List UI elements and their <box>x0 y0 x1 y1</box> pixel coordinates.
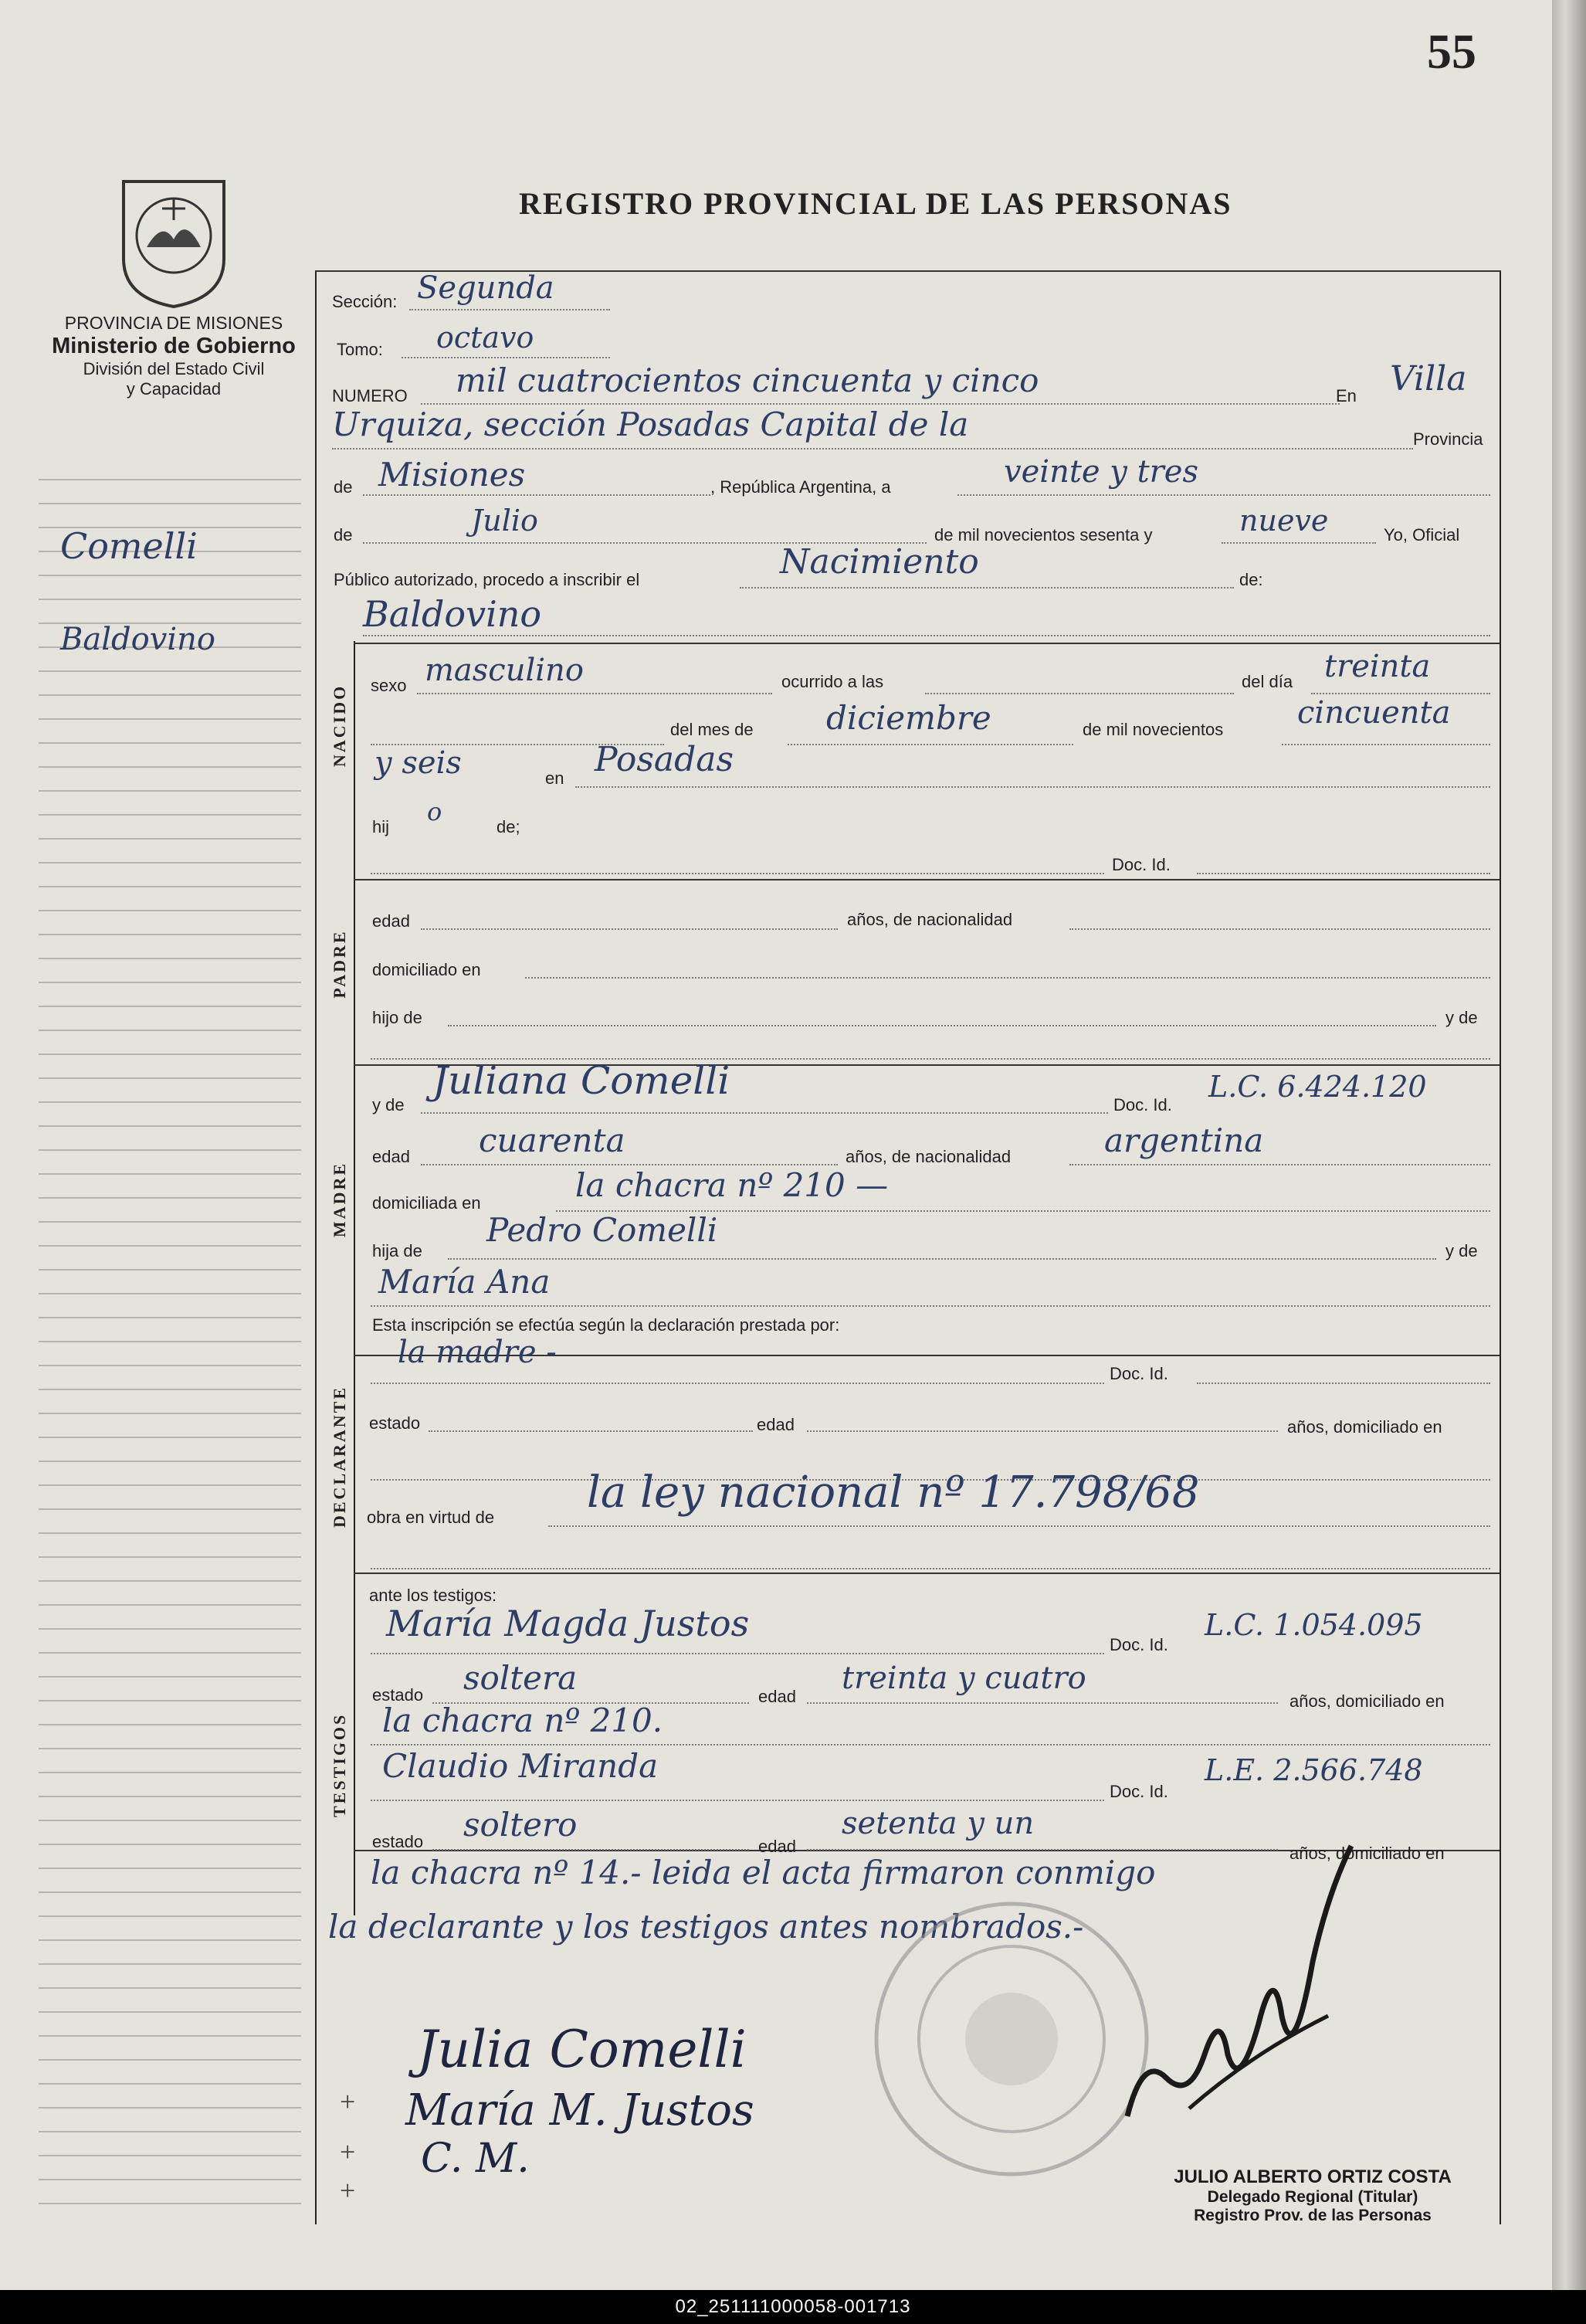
margin-rule-line <box>39 503 301 504</box>
margin-rule-line <box>39 1030 301 1031</box>
margin-rule-line <box>39 886 301 887</box>
line-lugar <box>575 786 1490 788</box>
label-hija-de: hija de <box>372 1241 422 1260</box>
margin-rule-line <box>39 2083 301 2085</box>
margin-rule-line <box>39 1269 301 1271</box>
official-name: JULIO ALBERTO ORTIZ COSTA <box>1174 2166 1452 2187</box>
margin-rule-line <box>39 1149 301 1151</box>
value-t2-dom: la chacra nº 14.- leida el acta firmaron conmigo <box>371 1854 1156 1891</box>
line-madre-edad <box>421 1164 838 1165</box>
value-t1-edad: treinta y cuatro <box>842 1661 1086 1696</box>
label-obra: obra en virtud de <box>367 1508 495 1527</box>
margin-rule-line <box>39 910 301 911</box>
value-madre-doc: L.C. 6.424.120 <box>1208 1070 1427 1104</box>
line-nombre <box>363 635 1490 636</box>
margin-rule-line <box>39 1484 301 1486</box>
value-provincia: Misiones <box>378 456 526 494</box>
frame-right <box>1500 270 1501 2224</box>
margin-rule-line <box>39 1053 301 1055</box>
margin-rule-line <box>39 1868 301 1869</box>
label-madre-dom: domiciliada en <box>372 1193 481 1213</box>
label-seccion: Sección: <box>332 292 398 311</box>
value-t1-estado: soltera <box>463 1659 578 1697</box>
label-madre-y-de: y de <box>372 1095 405 1115</box>
label-t2-estado: estado <box>372 1832 424 1851</box>
line-testigo1 <box>371 1653 1104 1654</box>
margin-rule-line <box>39 2203 301 2204</box>
label-doc-id-4: Doc. Id. <box>1110 1635 1168 1654</box>
value-testigo1: María Magda Justos <box>386 1603 750 1644</box>
label-madre-nac: años, de nacionalidad <box>846 1147 1012 1166</box>
label-en: En <box>1336 386 1357 405</box>
margin-rule-line <box>39 1125 301 1127</box>
line-padre-nac <box>1069 928 1490 930</box>
margin-rule-line <box>39 1915 301 1917</box>
value-place: Urquiza, sección Posadas Capital de la <box>332 405 969 443</box>
line-madre-madre <box>371 1305 1490 1307</box>
margin-rule-line <box>39 1006 301 1007</box>
line-madre-nombre <box>421 1112 1108 1114</box>
value-nombre: Baldovino <box>363 593 542 635</box>
line-hijo-de <box>448 1025 1436 1026</box>
value-acto: Nacimiento <box>780 542 979 582</box>
line-numero <box>421 403 1340 405</box>
margin-rule-line <box>39 814 301 816</box>
label-de-semicolon: de; <box>496 817 520 836</box>
line-padre-edad <box>421 928 838 930</box>
value-t2-edad: setenta y un <box>842 1806 1035 1841</box>
line-place <box>332 448 1413 450</box>
official-title: Delegado Regional (Titular) <box>1207 2188 1418 2206</box>
line-declarante-doc <box>1197 1383 1490 1384</box>
margin-rule-line <box>39 1604 301 1606</box>
line-anio <box>1282 744 1490 745</box>
margin-rule-line <box>39 1437 301 1438</box>
margin-rule-line <box>39 838 301 840</box>
margin-rule-line <box>39 1628 301 1630</box>
margin-given-name: Baldovino <box>60 622 215 657</box>
label-de-2: de <box>334 525 353 545</box>
signature-3: C. M. <box>421 2136 530 2182</box>
margin-rule-line <box>39 1389 301 1390</box>
margin-rule-line <box>39 599 301 600</box>
margin-rule-line <box>39 479 301 480</box>
margin-rule-line <box>39 2131 301 2132</box>
margin-rule-line <box>39 1293 301 1294</box>
value-en: Villa <box>1390 359 1467 399</box>
province-emblem <box>116 174 232 309</box>
value-madre-padre: Pedro Comelli <box>486 1211 718 1249</box>
margin-rule-line <box>39 2035 301 2037</box>
margin-rule-line <box>39 790 301 792</box>
label-del-dia: del día <box>1242 672 1293 691</box>
value-sexo: masculino <box>425 653 584 688</box>
value-declarante: la madre - <box>398 1335 557 1370</box>
label-t1-anos-dom: años, domiciliado en <box>1289 1691 1445 1711</box>
margin-rule-line <box>39 1820 301 1821</box>
margin-rule-line <box>39 2107 301 2109</box>
value-numero: mil cuatrocientos cincuenta y cinco <box>456 361 1039 399</box>
value-t1-dom: la chacra nº 210. <box>382 1701 663 1739</box>
office-block <box>31 313 317 399</box>
margin-rule-line <box>39 1508 301 1510</box>
label-sexo: sexo <box>371 676 407 695</box>
margin-rule-line <box>39 1796 301 1797</box>
line-provincia <box>363 494 710 496</box>
margin-rule-line <box>39 1221 301 1223</box>
label-de-colon: de: <box>1239 570 1263 589</box>
label-decl-estado: estado <box>369 1413 421 1433</box>
line-seccion <box>409 309 610 310</box>
footer-image-id: 02_251111000058-001713 <box>0 2290 1586 2324</box>
label-doc-id-2: Doc. Id. <box>1113 1095 1172 1115</box>
label-t2-anos-dom: años, domiciliado en <box>1289 1844 1445 1863</box>
label-hij: hij <box>372 817 390 836</box>
page-title: REGISTRO PROVINCIAL DE LAS PERSONAS <box>519 186 1232 221</box>
margin-rule-line <box>39 670 301 672</box>
line-t1-dom <box>371 1744 1490 1746</box>
line-madre-nac <box>1069 1164 1490 1165</box>
margin-rule-line <box>39 1939 301 1941</box>
value-mes: diciembre <box>826 699 991 737</box>
value-madre-nombre: Juliana Comelli <box>432 1058 730 1103</box>
label-republica: , República Argentina, a <box>710 477 891 497</box>
official-stamp <box>1120 2166 1506 2225</box>
value-tomo: octavo <box>436 321 534 355</box>
label-madre-edad: edad <box>372 1147 410 1166</box>
margin-rule-line <box>39 2179 301 2180</box>
sep-nacido-top <box>354 643 1500 644</box>
margin-rule-line <box>39 694 301 696</box>
line-fecha-anio <box>1222 542 1376 544</box>
margin-rule-line <box>39 1317 301 1318</box>
line-doc-nacido <box>371 873 1104 874</box>
margin-rule-line <box>39 1772 301 1773</box>
label-de-1: de <box>334 477 353 497</box>
margin-rule-line <box>39 1963 301 1965</box>
line-decl-edad <box>807 1430 1278 1432</box>
label-ocurrido: ocurrido a las <box>781 672 884 691</box>
cross-mark-1: + <box>340 2086 356 2117</box>
label-doc-id-5: Doc. Id. <box>1110 1782 1168 1801</box>
page-number: 55 <box>1427 24 1476 79</box>
value-dia: treinta <box>1324 649 1431 684</box>
margin-rule-line <box>39 1748 301 1749</box>
margin-rule-line <box>39 1652 301 1654</box>
label-doc-id-3: Doc. Id. <box>1110 1364 1168 1383</box>
margin-rule-line <box>39 742 301 744</box>
label-de-mil: de mil novecientos sesenta y <box>934 525 1153 545</box>
sep-testigos-top <box>354 1573 1500 1574</box>
label-t1-estado: estado <box>372 1685 424 1705</box>
value-lugar: Posadas <box>595 740 734 779</box>
office-line-1: PROVINCIA DE MISIONES <box>64 313 283 333</box>
label-madre-y-de-2: y de <box>1445 1241 1478 1260</box>
official-office: Registro Prov. de las Personas <box>1194 2207 1432 2224</box>
margin-rule-line <box>39 1197 301 1199</box>
label-provincia: Provincia <box>1413 429 1483 449</box>
margin-rule-line <box>39 2011 301 2013</box>
line-fecha-dia <box>957 494 1490 496</box>
official-signature <box>1096 1823 1374 2147</box>
margin-rule-line <box>39 1891 301 1893</box>
margin-rule-line <box>39 1987 301 1989</box>
margin-rule-line <box>39 862 301 863</box>
margin-rule-line <box>39 1580 301 1582</box>
line-doc-nacido-2 <box>1197 873 1490 874</box>
value-testigo2: Claudio Miranda <box>382 1747 659 1785</box>
label-t1-edad: edad <box>758 1687 796 1706</box>
office-line-3: División del Estado Civil <box>83 359 265 378</box>
line-padre-dom <box>525 977 1490 979</box>
signature-1: Julia Comelli <box>417 2020 747 2079</box>
label-numero: NUMERO <box>332 386 408 405</box>
office-line-2: Ministerio de Gobierno <box>52 334 296 358</box>
margin-rule-line <box>39 2155 301 2156</box>
value-madre-nac: argentina <box>1104 1121 1264 1159</box>
label-decl-anos-dom: años, domiciliado en <box>1287 1417 1442 1437</box>
section-madre: MADRE <box>330 1161 349 1238</box>
section-padre: PADRE <box>330 929 349 999</box>
office-line-4: y Capacidad <box>126 379 222 399</box>
value-closing: la declarante y los testigos antes nombrados.- <box>328 1908 1084 1946</box>
margin-rule-line <box>39 1532 301 1534</box>
sep-padre-top <box>354 879 1500 880</box>
line-declarante <box>371 1383 1104 1384</box>
label-tomo: Tomo: <box>337 340 383 359</box>
value-madre-dom: la chacra nº 210 — <box>575 1166 889 1204</box>
value-fecha-dia: veinte y tres <box>1004 454 1198 490</box>
label-del-mes: del mes de <box>670 720 754 739</box>
signature-2: María M. Justos <box>405 2085 754 2136</box>
label-esta-inscripcion: Esta inscripción se efectúa según la declaración prestada por: <box>372 1315 840 1335</box>
margin-rule-line <box>39 1844 301 1845</box>
line-obra <box>548 1525 1490 1527</box>
cross-mark-2: + <box>340 2136 356 2167</box>
label-padre-nac: años, de nacionalidad <box>847 910 1013 929</box>
value-t2-estado: soltero <box>463 1806 578 1844</box>
margin-rule-line <box>39 1700 301 1701</box>
cross-mark-3: + <box>340 2175 356 2206</box>
label-padre-y-de: y de <box>1445 1008 1478 1027</box>
margin-rule-line <box>39 1077 301 1079</box>
margin-rule-line <box>39 1341 301 1342</box>
line-obra-2 <box>371 1568 1490 1569</box>
margin-rule-line <box>39 958 301 959</box>
value-seccion: Segunda <box>417 270 554 306</box>
value-madre-madre: María Ana <box>378 1263 551 1301</box>
margin-rule-line <box>39 766 301 768</box>
value-anio-b: y seis <box>374 745 462 781</box>
value-ley: la ley nacional nº 17.798/68 <box>587 1467 1200 1518</box>
margin-rule-line <box>39 1724 301 1725</box>
margin-rule-line <box>39 1461 301 1462</box>
frame-left-outer <box>315 270 317 2224</box>
line-t2-estado <box>432 1849 749 1851</box>
value-fecha-mes: Julio <box>471 504 538 538</box>
label-t2-edad: edad <box>758 1837 796 1856</box>
margin-rule-line <box>39 575 301 576</box>
line-hora <box>925 693 1234 694</box>
label-yo-oficial: Yo, Oficial <box>1384 525 1460 545</box>
value-hij-suffix: o <box>427 797 442 826</box>
frame-left-inner <box>354 641 355 1915</box>
value-testigo2-doc: L.E. 2.566.748 <box>1205 1753 1423 1787</box>
label-doc-id-1: Doc. Id. <box>1112 855 1171 874</box>
line-dia <box>1311 693 1490 694</box>
margin-rule-line <box>39 982 301 983</box>
line-mes <box>788 744 1073 745</box>
value-madre-edad: cuarenta <box>479 1121 625 1159</box>
margin-rule-line <box>39 1676 301 1678</box>
margin-rule-line <box>39 1413 301 1414</box>
book-binding <box>1552 0 1586 2290</box>
section-nacido: NACIDO <box>330 684 349 767</box>
line-decl-estado <box>429 1430 753 1432</box>
label-ante: ante los testigos: <box>369 1586 497 1605</box>
label-en-lugar: en <box>545 768 564 788</box>
margin-rule-line <box>39 1173 301 1175</box>
margin-rule-line <box>39 1245 301 1247</box>
value-testigo1-doc: L.C. 1.054.095 <box>1205 1608 1423 1642</box>
label-padre-dom: domiciliado en <box>372 960 481 979</box>
value-fecha-anio: nueve <box>1239 504 1329 538</box>
section-testigos: TESTIGOS <box>330 1712 349 1817</box>
margin-rule-line <box>39 1101 301 1103</box>
margin-rule-line <box>39 1556 301 1558</box>
margin-rule-line <box>39 2059 301 2061</box>
line-t1-edad <box>807 1702 1278 1704</box>
line-tomo <box>402 357 610 358</box>
value-anio-a: cincuenta <box>1297 695 1451 731</box>
label-hijo-de: hijo de <box>372 1008 422 1027</box>
margin-rule-line <box>39 1365 301 1366</box>
line-sexo <box>417 693 772 694</box>
line-hija-de <box>448 1258 1436 1260</box>
line-acto <box>740 587 1234 589</box>
section-declarante: DECLARANTE <box>330 1385 349 1528</box>
label-de-mil-nov: de mil novecientos <box>1083 720 1224 739</box>
label-publico: Público autorizado, procedo a inscribir el <box>334 570 640 589</box>
label-padre-edad: edad <box>372 911 410 931</box>
line-testigo2 <box>371 1800 1104 1801</box>
margin-rule-line <box>39 718 301 720</box>
label-decl-edad: edad <box>757 1415 795 1434</box>
margin-rule-line <box>39 934 301 935</box>
margin-surname: Comelli <box>60 525 198 567</box>
